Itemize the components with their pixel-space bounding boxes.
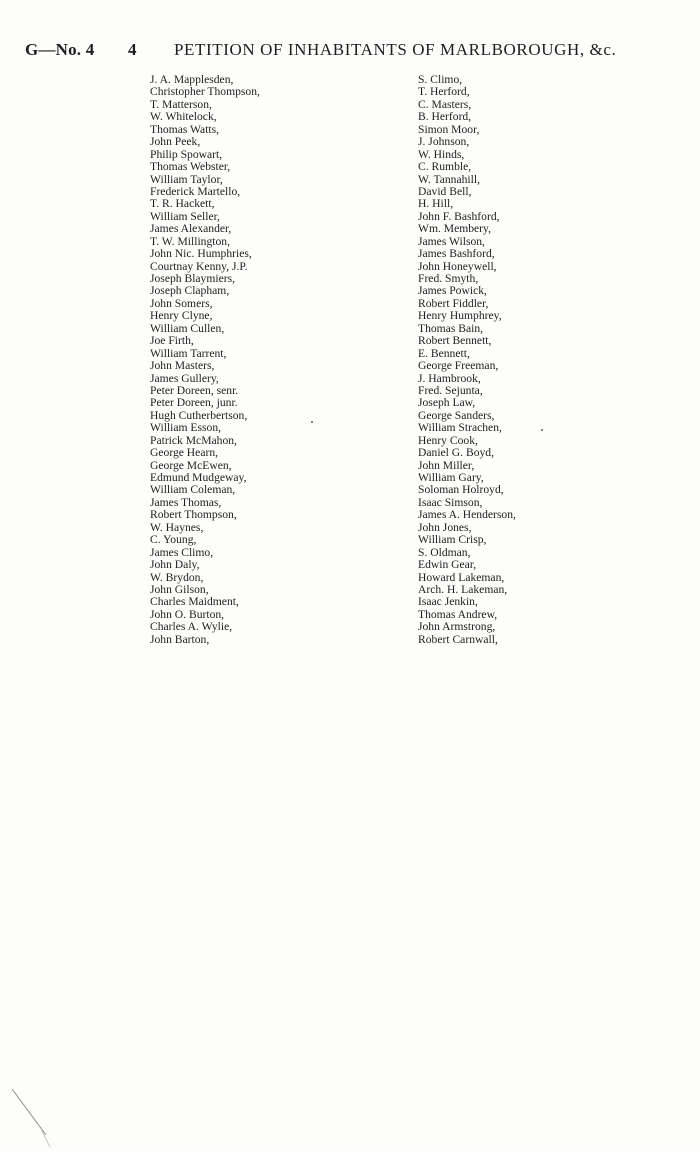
signatory-name: Hugh Cutherbertson, bbox=[150, 408, 248, 422]
signatory-name: Joseph Blaymiers, bbox=[150, 272, 236, 285]
signatory-name: Thomas Watts, bbox=[150, 122, 220, 136]
signatory-name: J. Hambrook, bbox=[418, 371, 481, 385]
signatory-name: C. Rumble, bbox=[418, 160, 472, 174]
signatory-name: T. Matterson, bbox=[150, 97, 212, 111]
signatory-name: George Hearn, bbox=[150, 446, 219, 460]
page-header bbox=[0, 40, 700, 64]
signatory-name: James Bashford, bbox=[418, 247, 495, 261]
signatory-name: Edwin Gear, bbox=[418, 558, 477, 572]
signatory-name: Patrick McMahon, bbox=[150, 433, 237, 447]
signatory-name: John Miller, bbox=[418, 458, 475, 472]
signatory-name: James Alexander, bbox=[150, 222, 232, 236]
signatory-name: Fred. Smyth, bbox=[418, 272, 479, 285]
signatory-name: Henry Clyne, bbox=[150, 309, 213, 323]
scan-speck bbox=[311, 421, 313, 423]
signatory-name: Courtnay Kenny, J.P. bbox=[150, 259, 248, 273]
page-title: PETITION OF INHABITANTS OF MARLBOROUGH, &c. bbox=[174, 40, 617, 59]
signatory-name: James Powick, bbox=[418, 284, 487, 298]
signatory-name: Simon Moor, bbox=[418, 122, 480, 136]
signatory-name: Joseph Clapham, bbox=[150, 284, 230, 298]
signatory-name: John F. Bashford, bbox=[418, 209, 500, 223]
signatory-name: H. Hill, bbox=[418, 197, 454, 211]
signatory-name: John Jones, bbox=[418, 520, 472, 534]
signatory-name: Thomas Webster, bbox=[150, 160, 231, 174]
signatory-name: J. Johnson, bbox=[418, 135, 470, 149]
signatory-name: William Esson, bbox=[150, 421, 222, 435]
signatory-name: Robert Fiddler, bbox=[418, 296, 489, 310]
signatory-name: William Gary, bbox=[418, 471, 484, 484]
signatory-name: Thomas Bain, bbox=[418, 321, 484, 335]
signatory-name: W. Hinds, bbox=[418, 147, 465, 161]
signatory-name: James Thomas, bbox=[150, 495, 222, 509]
signatory-name: Arch. H. Lakeman, bbox=[418, 582, 508, 596]
signatory-name: W. Whitelock, bbox=[150, 110, 217, 124]
signatory-name: James Gullery, bbox=[150, 371, 219, 385]
signatory-name: Joe Firth, bbox=[150, 334, 194, 348]
signatory-name: Joseph Law, bbox=[418, 396, 476, 410]
signatory-name: Charles A. Wylie, bbox=[150, 620, 233, 634]
signatories-left-column bbox=[150, 74, 260, 646]
signatory-name: William Taylor, bbox=[150, 172, 223, 186]
signatory-name: W. Brydon, bbox=[150, 570, 204, 584]
signatory-name: Robert Thompson, bbox=[150, 508, 237, 522]
signatory-name: John Armstrong, bbox=[418, 620, 496, 634]
signatory-name: J. A. Mapplesden, bbox=[150, 73, 234, 86]
signatory-name: B. Herford, bbox=[418, 110, 472, 124]
signatory-name: George McEwen, bbox=[150, 458, 232, 472]
signatory-name: Charles Maidment, bbox=[150, 595, 239, 609]
signatory-name: James A. Henderson, bbox=[418, 508, 516, 522]
signatory-name: T. Herford, bbox=[418, 85, 470, 99]
signatory-name: T. W. Millington, bbox=[150, 234, 230, 248]
signatory-name: Henry Humphrey, bbox=[418, 309, 502, 323]
signatory-name: Wm. Membery, bbox=[418, 222, 491, 236]
signatories-right-column bbox=[418, 74, 516, 646]
signatory-name: David Bell, bbox=[418, 184, 472, 198]
signatory-name: Howard Lakeman, bbox=[418, 570, 505, 584]
signatory-name: Thomas Andrew, bbox=[418, 607, 498, 621]
signatory-name: S. Climo, bbox=[418, 73, 463, 86]
page-number: 4 bbox=[128, 40, 137, 59]
signatory-name: Soloman Holroyd, bbox=[418, 483, 504, 497]
signatory-name: C. Young, bbox=[150, 533, 197, 547]
signatory-name: Peter Doreen, junr. bbox=[150, 396, 238, 410]
signatory-name: W. Tannahill, bbox=[418, 172, 480, 186]
signatory-name: Frederick Martello, bbox=[150, 184, 241, 198]
signatory-name: William Strachen, bbox=[418, 421, 502, 435]
signatory-name: George Sanders, bbox=[418, 408, 495, 422]
signatory-name: James Climo, bbox=[150, 545, 214, 559]
signatory-name: George Freeman, bbox=[418, 359, 499, 373]
signatory-name: John Daly, bbox=[150, 558, 200, 572]
signatory-name: Isaac Simson, bbox=[418, 495, 483, 509]
signatory-name: Daniel G. Boyd, bbox=[418, 446, 494, 460]
signatory-name: Robert Carnwall, bbox=[418, 632, 498, 646]
signatory-name: John Barton, bbox=[150, 632, 210, 646]
signatory-name: John Nic. Humphries, bbox=[150, 247, 252, 261]
signatory-name: E. Bennett, bbox=[418, 346, 470, 360]
signatory-name: Fred. Sejunta, bbox=[418, 383, 483, 397]
signatory-name: William Crisp, bbox=[418, 533, 487, 547]
signatory-name: James Wilson, bbox=[418, 234, 485, 248]
signatory-name: Philip Spowart, bbox=[150, 147, 223, 161]
scan-mark-decoration bbox=[0, 1085, 70, 1151]
signatory-name: William Seller, bbox=[150, 209, 220, 223]
signatory-name: Peter Doreen, senr. bbox=[150, 383, 239, 397]
signatory-name: Christopher Thompson, bbox=[150, 85, 260, 99]
signatory-name: Isaac Jenkin, bbox=[418, 595, 478, 609]
signatory-name: Robert Bennett, bbox=[418, 334, 492, 348]
signatory-name: John Peek, bbox=[150, 135, 201, 149]
signatory-name: Henry Cook, bbox=[418, 433, 478, 447]
signatory-name: C. Masters, bbox=[418, 97, 472, 111]
signatory-name: William Tarrent, bbox=[150, 346, 227, 360]
signatory-name: John Gilson, bbox=[150, 582, 209, 596]
signatory-name: John Masters, bbox=[150, 359, 215, 373]
signatory-name: William Coleman, bbox=[150, 483, 236, 497]
document-reference: G—No. 4 bbox=[25, 40, 95, 59]
signatory-name: Edmund Mudgeway, bbox=[150, 471, 247, 484]
signatory-name: William Cullen, bbox=[150, 321, 225, 335]
signatory-name: John O. Burton, bbox=[150, 607, 225, 621]
signatory-name: John Honeywell, bbox=[418, 259, 497, 273]
scan-speck bbox=[541, 429, 543, 431]
signatory-name: S. Oldman, bbox=[418, 545, 471, 559]
signatory-name: T. R. Hackett, bbox=[150, 197, 215, 211]
signatory-name: John Somers, bbox=[150, 296, 213, 310]
signatory-name: W. Haynes, bbox=[150, 520, 204, 534]
